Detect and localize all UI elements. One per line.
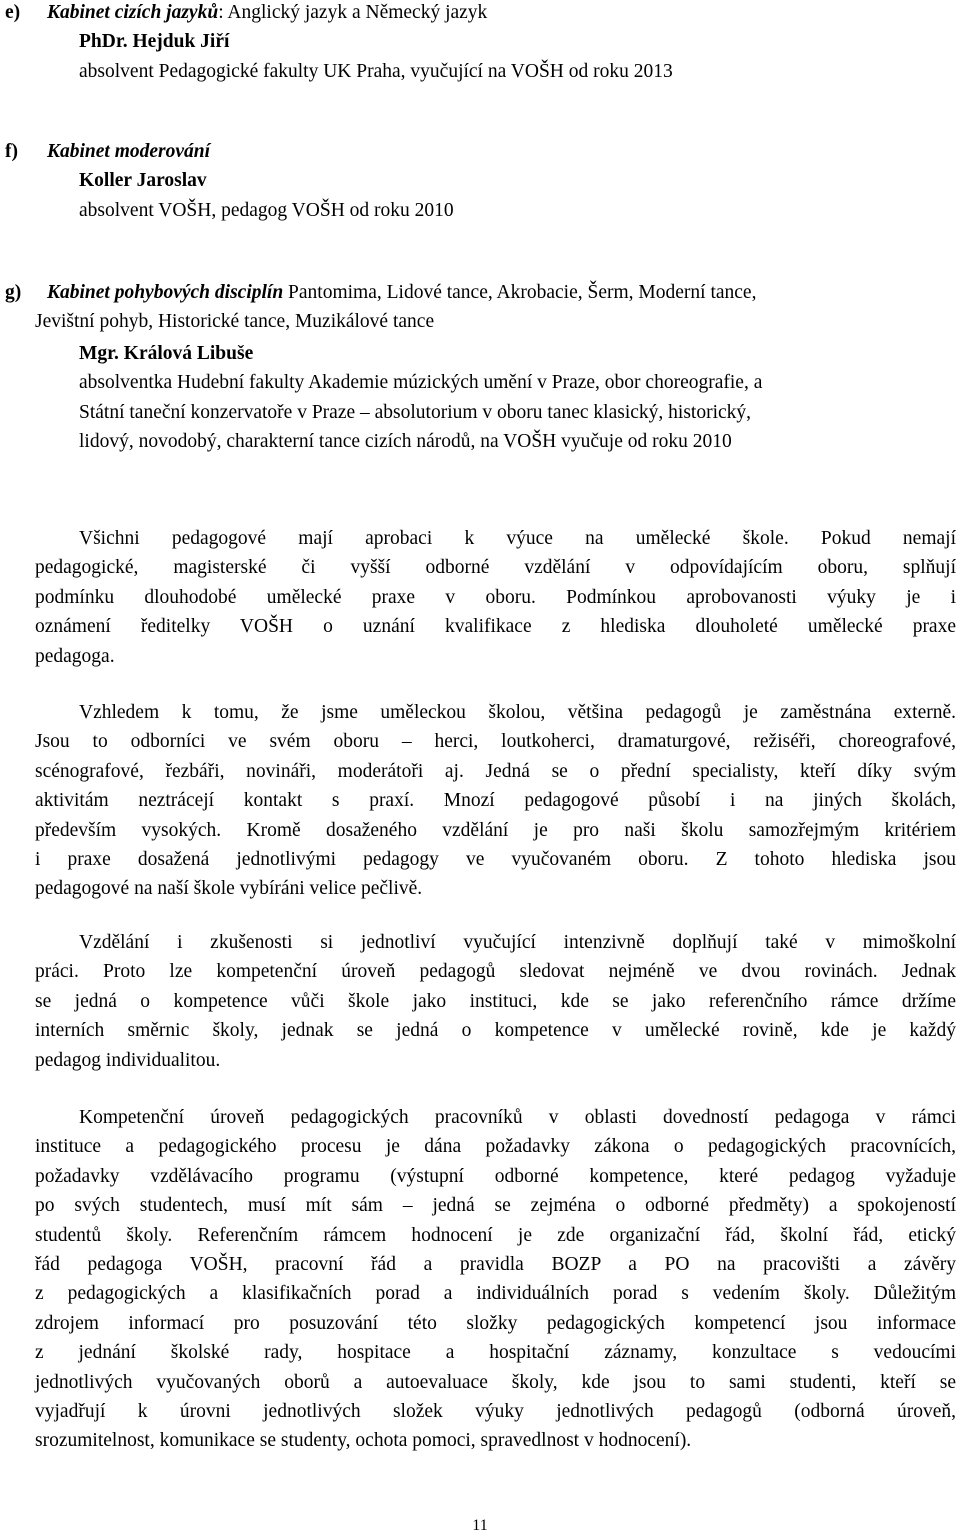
section-g-desc-line-3: lidový, novodobý, charakterní tance cizích národů, na VOŠH vyučuje od roku 2010: [79, 431, 732, 453]
section-e-letter: e): [5, 2, 21, 23]
paragraph-line: oznámení ředitelky VOŠH o uznání kvalifikace z hlediska dlouholeté umělecké praxe: [35, 616, 956, 638]
paragraph-line: práci. Proto lze kompetenční úroveň pedagogů sledovat nejméně ve dvou rovinách. Jednak: [35, 961, 956, 983]
section-e-person-name: PhDr. Hejduk Jiří: [79, 31, 230, 53]
section-g: [5, 278, 960, 456]
section-g-title: Kabinet pohybových disciplín: [47, 282, 284, 303]
paragraph-line: se jedná o kompetence vůči škole jako instituci, kde se jako referenčního rámce držíme: [35, 990, 956, 1012]
section-e: [5, 0, 960, 86]
paragraph-line: řád pedagoga VOŠH, pracovní řád a pravidla BOZP a PO na pracovišti a závěry: [35, 1254, 956, 1276]
paragraph-line: pedagogové na naší škole vybíráni velice pečlivě.: [35, 878, 423, 900]
paragraph-line: Kompetenční úroveň pedagogických pracovníků v oblasti dovedností pedagoga v rámci: [79, 1107, 956, 1128]
paragraph-line: instituce a pedagogického procesu je dána požadavky zákona o pedagogických pracovnících,: [35, 1136, 956, 1158]
paragraph-line: požadavky vzdělávacího programu (výstupní odborné kompetence, které pedagog vyžaduje: [35, 1165, 956, 1187]
paragraph-line: zdrojem informací pro posuzování této složky pedagogických kompetencí jsou informace: [35, 1312, 956, 1334]
section-e-heading: [5, 0, 960, 27]
paragraph-line: vyjadřují k úrovni jednotlivých složek výuky jednotlivých pedagogů (odborná úroveň,: [35, 1401, 956, 1423]
paragraph-line: aktivitám neztrácejí kontakt s praxí. Mnozí pedagogové působí i na jiných školách,: [35, 790, 956, 812]
section-e-person-desc: absolvent Pedagogické fakulty UK Praha, vyučující na VOŠH od roku 2013: [79, 60, 673, 82]
paragraph-line: z jednání školské rady, hospitace a hospitační záznamy, konzultace s vedoucími: [35, 1342, 956, 1364]
paragraph-line: pedagog individualitou.: [35, 1049, 221, 1071]
section-g-title-rest-1: Pantomima, Lidové tance, Akrobacie, Šerm, Moderní tance,: [283, 282, 757, 303]
section-f-letter: f): [5, 141, 18, 162]
section-f-person-desc: absolvent VOŠH, pedagog VOŠH od roku 2010: [79, 199, 454, 221]
paragraph-line: po svých studentech, musí mít sám – jedná se zejména o odborné předměty) a spokojeností: [35, 1195, 956, 1217]
section-f-title: Kabinet moderování: [47, 141, 211, 162]
section-g-title-rest-2: Jevištní pohyb, Historické tance, Muzikálové tance: [35, 311, 435, 333]
section-f-person-name: Koller Jaroslav: [79, 170, 207, 192]
paragraph-line: především vysokých. Kromě dosaženého vzdělání je pro naši školu samozřejmým kritériem: [35, 819, 956, 841]
section-e-title-rest: : Anglický jazyk a Německý jazyk: [218, 2, 488, 23]
section-g-heading: [5, 278, 960, 307]
paragraph-3: [35, 928, 956, 1075]
paragraph-line: pedagogické, magisterské či vyšší odborné vzdělání v odpovídajícím oboru, splňují: [35, 557, 956, 579]
paragraph-1: [35, 524, 956, 671]
page-number: 11: [472, 1517, 488, 1534]
paragraph-line: pedagoga.: [35, 645, 115, 667]
section-e-title: Kabinet cizích jazyků: [47, 2, 219, 23]
paragraph-line: i praxe dosažená jednotlivými pedagogy ve vyučovaném oboru. Z tohoto hlediska jsou: [35, 849, 956, 871]
paragraph-line: podmínku dlouhodobé umělecké praxe v oboru. Podmínkou aprobovanosti výuky je i: [35, 586, 956, 608]
paragraph-line: Všichni pedagogové mají aprobaci k výuce na umělecké škole. Pokud nemají: [79, 528, 956, 549]
section-g-person-name: Mgr. Králová Libuše: [79, 342, 254, 364]
paragraph-line: scénografové, řezbáři, novináři, moderátoři aj. Jedná se o přední specialisty, kteří díky svým: [35, 760, 956, 782]
paragraph-2: [35, 698, 956, 904]
paragraph-line: jednotlivých vyučovaných oborů a autoevaluace školy, kde jsou to sami studenti, kteří se: [35, 1371, 956, 1393]
paragraph-4: [35, 1103, 956, 1456]
section-f: [5, 137, 960, 225]
paragraph-line: srozumitelnost, komunikace se studenty, ochota pomoci, spravedlnost v hodnocení).: [35, 1430, 692, 1452]
paragraph-line: Vzhledem k tomu, že jsme uměleckou školou, většina pedagogů je zaměstnána externě.: [79, 702, 956, 723]
section-g-desc-line-1: absolventka Hudební fakulty Akademie múzických umění v Praze, obor choreografie, a: [79, 372, 763, 394]
paragraph-line: interních směrnic školy, jednak se jedná o kompetence v umělecké rovině, kde je každý: [35, 1020, 956, 1042]
paragraph-line: Jsou to odborníci ve svém oboru – herci, loutkoherci, dramaturgové, režiséři, choreografové,: [35, 731, 956, 753]
section-g-desc-line-2: Státní taneční konzervatoře v Praze – absolutorium v oboru tanec klasický, historický,: [79, 401, 752, 423]
paragraph-line: studentů školy. Referenčním rámcem hodnocení je zde organizační řád, školní řád, etický: [35, 1224, 956, 1246]
section-f-heading: [5, 137, 960, 166]
paragraph-line: z pedagogických a klasifikačních porad a individuálních porad s vedením školy. Důležitým: [35, 1283, 956, 1305]
section-g-letter: g): [5, 282, 22, 303]
paragraph-line: Vzdělání i zkušenosti si jednotliví vyučující intenzivně doplňují také v mimoškolní: [79, 932, 956, 953]
